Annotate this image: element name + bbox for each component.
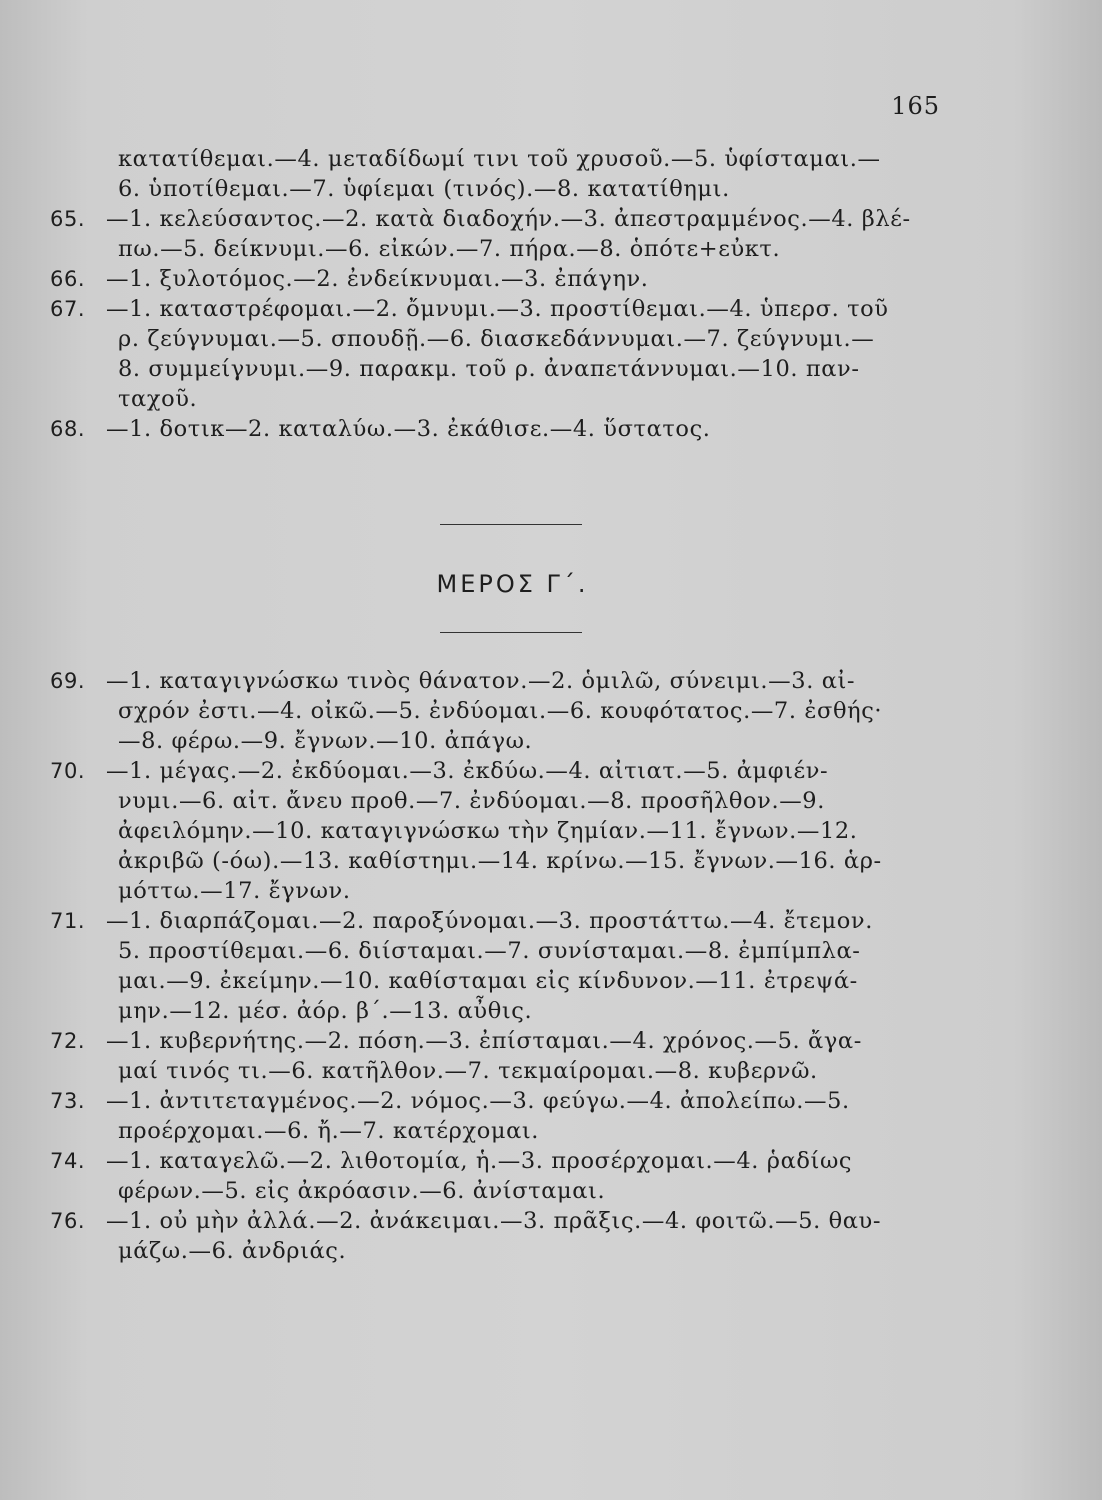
exercise-entry-70: [50, 756, 950, 906]
text-line: σχρόν ἐστι.—4. οἰκῶ.—5. ἐνδύομαι.—6. κουφότατος.—7. ἐσθής·: [118, 698, 883, 724]
text-line: —1. οὐ μὴν ἀλλά.—2. ἀνάκειμαι.—3. πρᾶξις.—4. φοιτῶ.—5. θαυ-: [106, 1208, 882, 1234]
text-line: ἀφειλόμην.—10. καταγιγνώσκω τὴν ζημίαν.—11. ἔγνων.—12.: [118, 818, 858, 844]
divider-rule-top: [440, 524, 582, 525]
text-line: μάζω.—6. ἀνδριάς.: [118, 1238, 347, 1264]
text-line: 5. προστίθεμαι.—6. διίσταμαι.—7. συνίσταμαι.—8. ἐμπίμπλα-: [118, 938, 861, 964]
exercise-number: 74.: [50, 1149, 86, 1173]
bottom-block: [50, 666, 950, 1266]
exercise-number: 72.: [50, 1029, 86, 1053]
text-line: —1. καταστρέφομαι.—2. ὄμνυμι.—3. προστίθεμαι.—4. ὑπερσ. τοῦ: [106, 296, 889, 322]
exercise-number: 70.: [50, 759, 86, 783]
text-line: —1. δοτικ—2. καταλύω.—3. ἐκάθισε.—4. ὕστατος.: [106, 416, 711, 442]
text-line: —1. καταγιγνώσκω τινὸς θάνατον.—2. ὁμιλῶ, σύνειμι.—3. αἰ-: [106, 668, 856, 694]
text-line: —1. μέγας.—2. ἐκδύομαι.—3. ἐκδύω.—4. αἰτιατ.—5. ἀμφιέν-: [106, 758, 829, 784]
exercise-number: 76.: [50, 1209, 86, 1233]
exercise-entry-69: [50, 666, 950, 756]
exercise-number: 71.: [50, 909, 86, 933]
exercise-number: 68.: [50, 417, 86, 441]
exercise-number: 69.: [50, 669, 86, 693]
text-line: πω.—5. δείκνυμι.—6. εἰκών.—7. πήρα.—8. ὁπότε+εὐκτ.: [118, 236, 781, 262]
exercise-entry-68: [50, 414, 950, 444]
text-line: μόττω.—17. ἔγνων.: [118, 878, 351, 904]
exercise-entry-72: [50, 1026, 950, 1086]
text-line: νυμι.—6. αἰτ. ἄνευ προθ.—7. ἐνδύομαι.—8. προσῆλθον.—9.: [118, 788, 825, 814]
text-line: κατατίθεμαι.—4. μεταδίδωμί τινι τοῦ χρυσοῦ.—5. ὑφίσταμαι.—: [118, 146, 881, 172]
exercise-entry-74: [50, 1146, 950, 1206]
exercise-entry-67: [50, 294, 950, 414]
exercise-number: 73.: [50, 1089, 86, 1113]
exercise-entry-73: [50, 1086, 950, 1146]
text-line: —8. φέρω.—9. ἔγνων.—10. ἀπάγω.: [118, 728, 533, 754]
exercise-entry-76: [50, 1206, 950, 1266]
text-line: μαί τινός τι.—6. κατῆλθον.—7. τεκμαίρομαι.—8. κυβερνῶ.: [118, 1058, 818, 1084]
text-line: ἀκριβῶ (-όω).—13. καθίστημι.—14. κρίνω.—15. ἔγνων.—16. ἁρ-: [118, 848, 882, 874]
exercise-entry-65: [50, 204, 950, 264]
text-line: προέρχομαι.—6. ἤ.—7. κατέρχομαι.: [118, 1118, 540, 1144]
text-line: —1. ἀντιτεταγμένος.—2. νόμος.—3. φεύγω.—4. ἀπολείπω.—5.: [106, 1088, 850, 1114]
continuation-entry: [50, 144, 950, 204]
exercise-number: 67.: [50, 297, 86, 321]
text-line: —1. κελεύσαντος.—2. κατὰ διαδοχήν.—3. ἀπεστραμμένος.—4. βλέ-: [106, 206, 911, 232]
text-line: —1. καταγελῶ.—2. λιθοτομία, ἡ.—3. προσέρχομαι.—4. ῥαδίως: [106, 1148, 853, 1174]
exercise-entry-66: [50, 264, 950, 294]
section-heading: ΜΕΡΟΣ Γ΄.: [436, 570, 589, 598]
page-number: 165: [891, 92, 940, 120]
text-line: ρ. ζεύγνυμαι.—5. σπουδῇ.—6. διασκεδάννυμαι.—7. ζεύγνυμι.—: [118, 326, 875, 352]
text-line: μην.—12. μέσ. ἀόρ. β΄.—13. αὖθις.: [118, 998, 533, 1024]
text-line: φέρων.—5. εἰς ἀκρόασιν.—6. ἀνίσταμαι.: [118, 1178, 606, 1204]
text-line: —1. κυβερνήτης.—2. πόση.—3. ἐπίσταμαι.—4. χρόνος.—5. ἄγα-: [106, 1028, 862, 1054]
top-block: [50, 144, 950, 444]
exercise-number: 66.: [50, 267, 86, 291]
exercise-number: 65.: [50, 207, 86, 231]
text-line: 6. ὑποτίθεμαι.—7. ὑφίεμαι (τινός).—8. κατατίθημι.: [118, 176, 730, 202]
text-line: ταχοῦ.: [118, 386, 198, 412]
text-line: 8. συμμείγνυμι.—9. παρακμ. τοῦ ρ. ἀναπετάννυμαι.—10. παν-: [118, 356, 860, 382]
text-line: —1. ξυλοτόμος.—2. ἐνδείκνυμαι.—3. ἐπάγην.: [106, 266, 649, 292]
text-line: —1. διαρπάζομαι.—2. παροξύνομαι.—3. προστάττω.—4. ἔτεμον.: [106, 908, 873, 934]
text-line: μαι.—9. ἐκείμην.—10. καθίσταμαι εἰς κίνδυνον.—11. ἐτρεψά-: [118, 968, 858, 994]
exercise-entry-71: [50, 906, 950, 1026]
divider-rule-bottom: [440, 632, 582, 633]
